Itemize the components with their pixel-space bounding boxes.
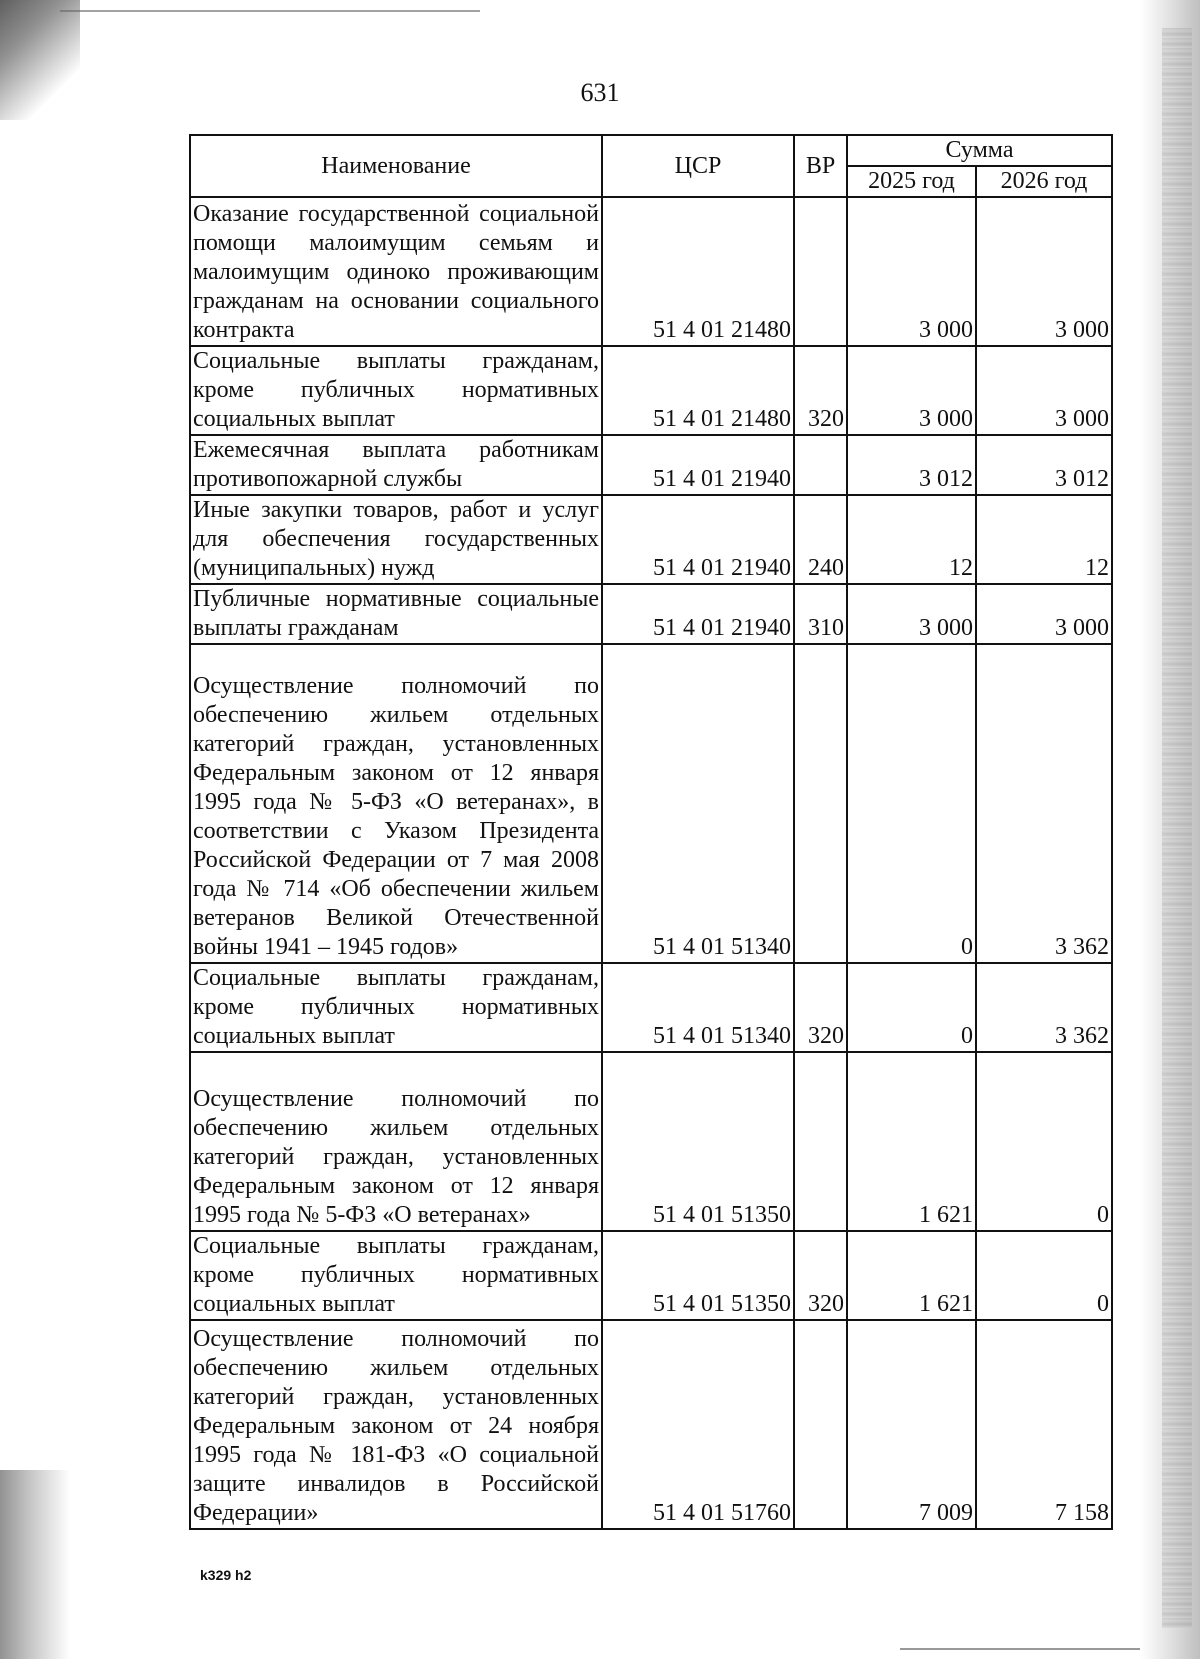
cell-2026: 3 362 [976, 963, 1112, 1052]
cell-2025: 0 [847, 963, 976, 1052]
table-row [190, 644, 1112, 963]
cell-name: Оказание государственной социальной помощи малоимущим семьям и малоимущим одиноко проживающим гражданам на основании социального контракта [190, 197, 602, 346]
header-csr: ЦСР [602, 135, 794, 197]
cell-2025: 1 621 [847, 1052, 976, 1231]
cell-2026: 0 [976, 1231, 1112, 1320]
cell-2026: 3 000 [976, 584, 1112, 644]
cell-csr: 51 4 01 21940 [602, 435, 794, 495]
cell-vr [794, 644, 847, 963]
cell-csr: 51 4 01 21940 [602, 495, 794, 584]
footer-code: k329 h2 [200, 1567, 252, 1583]
cell-vr [794, 1052, 847, 1231]
cell-csr: 51 4 01 51350 [602, 1231, 794, 1320]
cell-csr: 51 4 01 51340 [602, 644, 794, 963]
header-year-2025: 2025 год [847, 166, 976, 197]
cell-vr [794, 197, 847, 346]
cell-name: Иные закупки товаров, работ и услуг для обеспечения государственных (муниципальных) нужд [190, 495, 602, 584]
table-row [190, 435, 1112, 495]
cell-csr: 51 4 01 51350 [602, 1052, 794, 1231]
cell-2026: 12 [976, 495, 1112, 584]
cell-2025: 1 621 [847, 1231, 976, 1320]
cell-csr: 51 4 01 21480 [602, 197, 794, 346]
table-row [190, 1052, 1112, 1231]
cell-csr: 51 4 01 21480 [602, 346, 794, 435]
table-row [190, 1320, 1112, 1529]
header-sum: Сумма [847, 135, 1112, 166]
cell-vr: 320 [794, 346, 847, 435]
cell-2026: 0 [976, 1052, 1112, 1231]
cell-csr: 51 4 01 21940 [602, 584, 794, 644]
cell-2026: 3 012 [976, 435, 1112, 495]
cell-name: Осуществление полномочий по обеспечению жильем отдельных категорий граждан, установленных Федеральным законом от 12 января 1995 года № 5-ФЗ «О ветеранах», в соответствии с Указом Президента Российской Федерации от 7 мая 2008 года № 714 «Об обеспечении жильем ветеранов Великой Отечественной войны 1941 – 1945 годов» [190, 644, 602, 963]
cell-2025: 12 [847, 495, 976, 584]
cell-2025: 3 000 [847, 346, 976, 435]
scan-shadow-bottom-left [0, 1470, 70, 1659]
cell-name: Социальные выплаты гражданам, кроме публичных нормативных социальных выплат [190, 1231, 602, 1320]
cell-vr [794, 435, 847, 495]
cell-vr: 320 [794, 1231, 847, 1320]
cell-2026: 3 362 [976, 644, 1112, 963]
cell-vr [794, 1320, 847, 1529]
table-row [190, 346, 1112, 435]
header-vr: ВР [794, 135, 847, 197]
scan-edge-top [60, 10, 480, 12]
cell-csr: 51 4 01 51340 [602, 963, 794, 1052]
scan-edge-right [1162, 28, 1192, 1628]
cell-2025: 7 009 [847, 1320, 976, 1529]
cell-2025: 3 000 [847, 197, 976, 346]
table-body [190, 197, 1112, 1529]
budget-table [189, 134, 1113, 1530]
cell-name: Осуществление полномочий по обеспечению жильем отдельных категорий граждан, установленных Федеральным законом от 12 января 1995 года № 5-ФЗ «О ветеранах» [190, 1052, 602, 1231]
page-number: 631 [580, 78, 620, 107]
cell-vr: 240 [794, 495, 847, 584]
table-row [190, 495, 1112, 584]
header-year-2026: 2026 год [976, 166, 1112, 197]
cell-csr: 51 4 01 51760 [602, 1320, 794, 1529]
cell-2025: 0 [847, 644, 976, 963]
cell-name: Ежемесячная выплата работникам противопожарной службы [190, 435, 602, 495]
table-row [190, 584, 1112, 644]
cell-name: Публичные нормативные социальные выплаты гражданам [190, 584, 602, 644]
cell-name: Осуществление полномочий по обеспечению жильем отдельных категорий граждан, установленных Федеральным законом от 24 ноября 1995 года № 181-ФЗ «О социальной защите инвалидов в Российской Федерации» [190, 1320, 602, 1529]
table-row [190, 963, 1112, 1052]
cell-name: Социальные выплаты гражданам, кроме публичных нормативных социальных выплат [190, 346, 602, 435]
cell-vr: 320 [794, 963, 847, 1052]
cell-name: Социальные выплаты гражданам, кроме публичных нормативных социальных выплат [190, 963, 602, 1052]
scan-edge-bottom [900, 1648, 1140, 1650]
cell-2026: 7 158 [976, 1320, 1112, 1529]
cell-2025: 3 012 [847, 435, 976, 495]
cell-vr: 310 [794, 584, 847, 644]
header-name: Наименование [190, 135, 602, 197]
table-row [190, 197, 1112, 346]
cell-2025: 3 000 [847, 584, 976, 644]
table-row [190, 1231, 1112, 1320]
cell-2026: 3 000 [976, 197, 1112, 346]
cell-2026: 3 000 [976, 346, 1112, 435]
